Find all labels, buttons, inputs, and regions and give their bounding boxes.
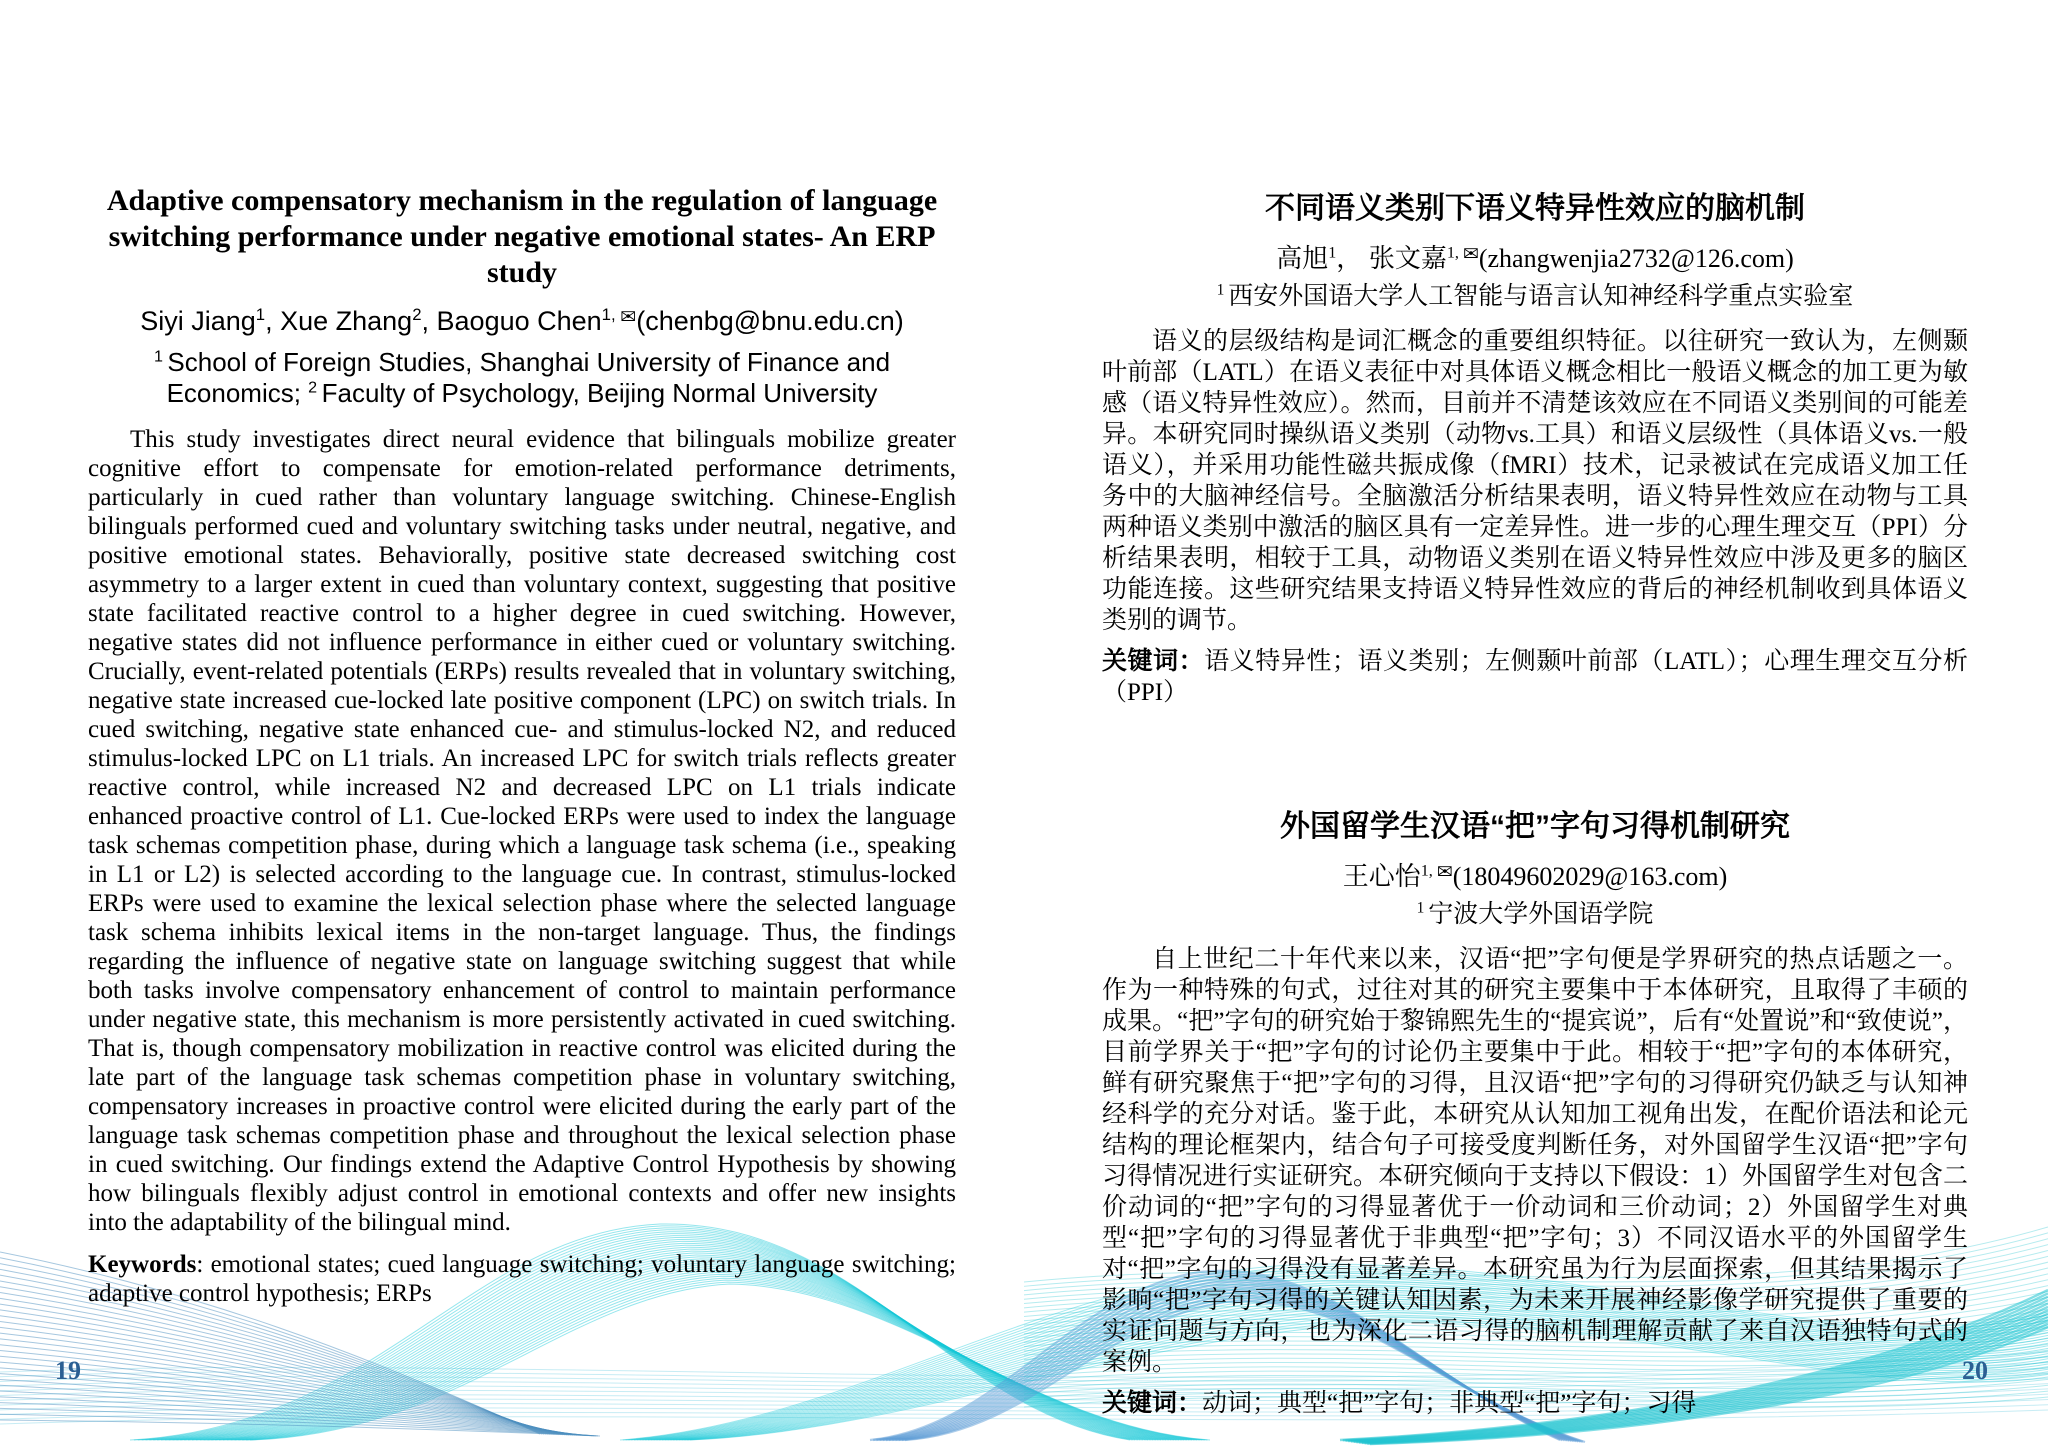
author-name: Baoguo Chen <box>436 306 602 336</box>
authors-line-cn-1 <box>1102 244 1968 274</box>
email-icon: ✉ <box>1462 244 1479 265</box>
author-name: 张文嘉 <box>1368 244 1447 273</box>
keywords-text: : emotional states; cued language switching; voluntary language switching; adaptive control hypothesis; ERPs <box>88 1251 956 1307</box>
author-affil-mark: 1 <box>255 305 266 324</box>
author-name: Xue Zhang <box>280 306 413 336</box>
keywords-cn-1 <box>1102 646 1968 708</box>
abstract-2 <box>1102 808 1968 1419</box>
affil-mark: 2 <box>308 378 322 397</box>
author-separator: , <box>265 306 281 336</box>
keywords-text: 语义特异性；语义类别；左侧颞叶前部（LATL）；心理生理交互分析（PPI） <box>1102 648 1968 706</box>
email-icon: ✉ <box>1436 862 1453 883</box>
page-number-19: 19 <box>55 1356 81 1385</box>
author-name: 高旭 <box>1276 244 1329 273</box>
affiliations-cn-1 <box>1102 282 1968 312</box>
author-separator: ， <box>1336 244 1369 273</box>
corresponding-email: (18049602029@163.com) <box>1452 862 1728 891</box>
author-name: Siyi Jiang <box>140 306 256 336</box>
author-affil-mark: 2 <box>412 305 422 324</box>
author-affil-mark: 1, <box>1420 862 1437 880</box>
author-affil-mark: 1, <box>1446 244 1463 262</box>
abstract-body-cn-1: 语义的层级结构是词汇概念的重要组织特征。以往研究一致认为，左侧颞叶前部（LATL）在语义表征中对具体语义概念相比一般语义概念的加工更为敏感（语义特异性效应）。然而，目前并不清楚该效应在不同语义类别间的可能差异。本研究同时操纵语义类别（动物vs.工具）和语义层级性（具体语义vs.一般语义），并采用功能性磁共振成像（fMRI）技术，记录被试在完成语义加工任务中的大脑神经信号。全脑激活分析结果表明，语义特异性效应在动物与工具两种语义类别中激活的脑区具有一定差异性。进一步的心理生理交互（PPI）分析结果表明，相较于工具，动物语义类别在语义特异性效应中涉及更多的脑区功能连接。这些研究结果支持语义特异性效应的背后的神经机制收到具体语义类别的调节。 <box>1102 328 1968 634</box>
affiliation-text: 宁波大学外国语学院 <box>1428 901 1654 928</box>
email-icon: ✉ <box>620 307 637 328</box>
author-name: 王心怡 <box>1342 862 1421 891</box>
abstract-body-cn-2: 自上世纪二十年代来以来，汉语“把”字句便是学界研究的热点话题之一。作为一种特殊的句式，过往对其的研究主要集中于本体研究，且取得了丰硕的成果。“把”字句的研究始于黎锦熙先生的“提宾说”，后有“处置说”和“致使说”，目前学界关于“把”字句的讨论仍主要集中于此。相较于“把”字句的本体研究，鲜有研究聚焦于“把”字句的习得，且汉语“把”字句的习得研究仍缺乏与认知神经科学的充分对话。鉴于此，本研究从认知加工视角出发，在配价语法和论元结构的理论框架内，结合句子可接受度判断任务，对外国留学生汉语“把”字句习得情况进行实证研究。本研究倾向于支持以下假设：1）外国留学生对包含二价动词的“把”字句的习得显著优于一价动词和三价动词；2）外国留学生对典型“把”字句的习得显著优于非典型“把”字句；3）不同汉语水平的外国留学生对“把”字句的习得没有显著差异。本研究虽为行为层面探索，但其结果揭示了影响“把”字句习得的关键认知因素，为未来开展神经影像学研究提供了重要的实证问题与方向，也为深化二语习得的脑机制理解贡献了来自汉语独特句式的案例。 <box>1102 946 1968 1376</box>
affil-mark: 1 <box>1416 899 1429 917</box>
affil-mark: 1 <box>153 347 168 366</box>
affiliations-en <box>88 347 956 409</box>
paper-title-en: Adaptive compensatory mechanism in the regulation of language switching performance under negative emotional states- An ERP study <box>106 184 938 289</box>
author-affil-mark: 1, <box>601 305 621 324</box>
affil-mark: 1 <box>1216 281 1229 299</box>
abstract-body-en: This study investigates direct neural evidence that bilinguals mobilize greater cognitive effort to compensate for emotion-related performance detriments, particularly in cued rather than voluntary language switching. Chinese-English bilinguals performed cued and voluntary switching tasks under neutral, negative, and positive emotional states. Behaviorally, positive state decreased switching cost asymmetry to a larger extent in cued than voluntary context, suggesting that positive state facilitated reactive control to a higher degree in cued switching. However, negative states did not influence performance in either cued or voluntary switching. Crucially, event-related potentials (ERPs) results revealed that in voluntary switching, negative state increased cue-locked late positive component (LPC) on switch trials. In cued switching, negative state enhanced cue- and stimulus-locked N2, and reduced stimulus-locked LPC on L1 trials. An increased LPC for switch trials reflects greater reactive control, while increased N2 and decreased LPC on L1 trials indicate enhanced proactive control of L1. Cue-locked ERPs were used to index the language task schemas competition phase, during which a language task schema (i.e., speaking in L1 or L2) is selected according to the language cue. In contrast, stimulus-locked ERPs were used to examine the lexical selection phase where the selected language task schema inhibits lexical items in the non-target language. Thus, the findings regarding the influence of negative state on language switching suggest that while both tasks involve compensatory enhancement of control to maintain performance under negative state, this mechanism is more persistently activated in cued switching. That is, though compensatory mobilization in reactive control was elicited during the late part of the language task schemas competition phase in voluntary switching, compensatory increases in proactive control were elicited during the early part of the language task schemas competition phase and throughout the lexical selection phase in cued switching. Our findings extend the Adaptive Control Hypothesis by showing how bilinguals flexibly adjust control in emotional contexts and offer new insights into the adaptability of the bilingual mind. <box>88 426 956 1236</box>
affiliation-text: School of Foreign Studies, Shanghai University of Finance and Economics; <box>166 347 891 408</box>
page-number-20: 20 <box>1962 1356 1988 1385</box>
authors-line-cn-2 <box>1102 862 1968 892</box>
keywords-label: 关键词： <box>1102 1390 1203 1417</box>
author-separator: , <box>421 306 437 336</box>
corresponding-email: (zhangwenjia2732@126.com) <box>1478 244 1794 273</box>
keywords-label: 关键词： <box>1102 648 1205 675</box>
author-affil-mark: 1 <box>1328 244 1337 262</box>
keywords-en <box>88 1250 956 1308</box>
affiliation-text: 西安外国语大学人工智能与语言认知神经科学重点实验室 <box>1228 283 1854 310</box>
authors-line-en <box>88 305 956 337</box>
corresponding-email: (chenbg@bnu.edu.cn) <box>636 306 904 336</box>
paper-title-cn-1: 不同语义类别下语义特异性效应的脑机制 <box>1265 192 1805 225</box>
keywords-cn-2 <box>1102 1388 1968 1419</box>
page-right <box>1024 0 2048 1447</box>
affiliation-text: Faculty of Psychology, Beijing Normal University <box>321 378 878 408</box>
keywords-text: 动词；典型“把”字句；非典型“把”字句；习得 <box>1202 1390 1697 1417</box>
paper-title-cn-2: 外国留学生汉语“把”字句习得机制研究 <box>1280 810 1790 843</box>
affiliations-cn-2 <box>1102 900 1968 930</box>
keywords-label: Keywords <box>88 1251 197 1278</box>
abstract-1 <box>1102 190 1968 708</box>
